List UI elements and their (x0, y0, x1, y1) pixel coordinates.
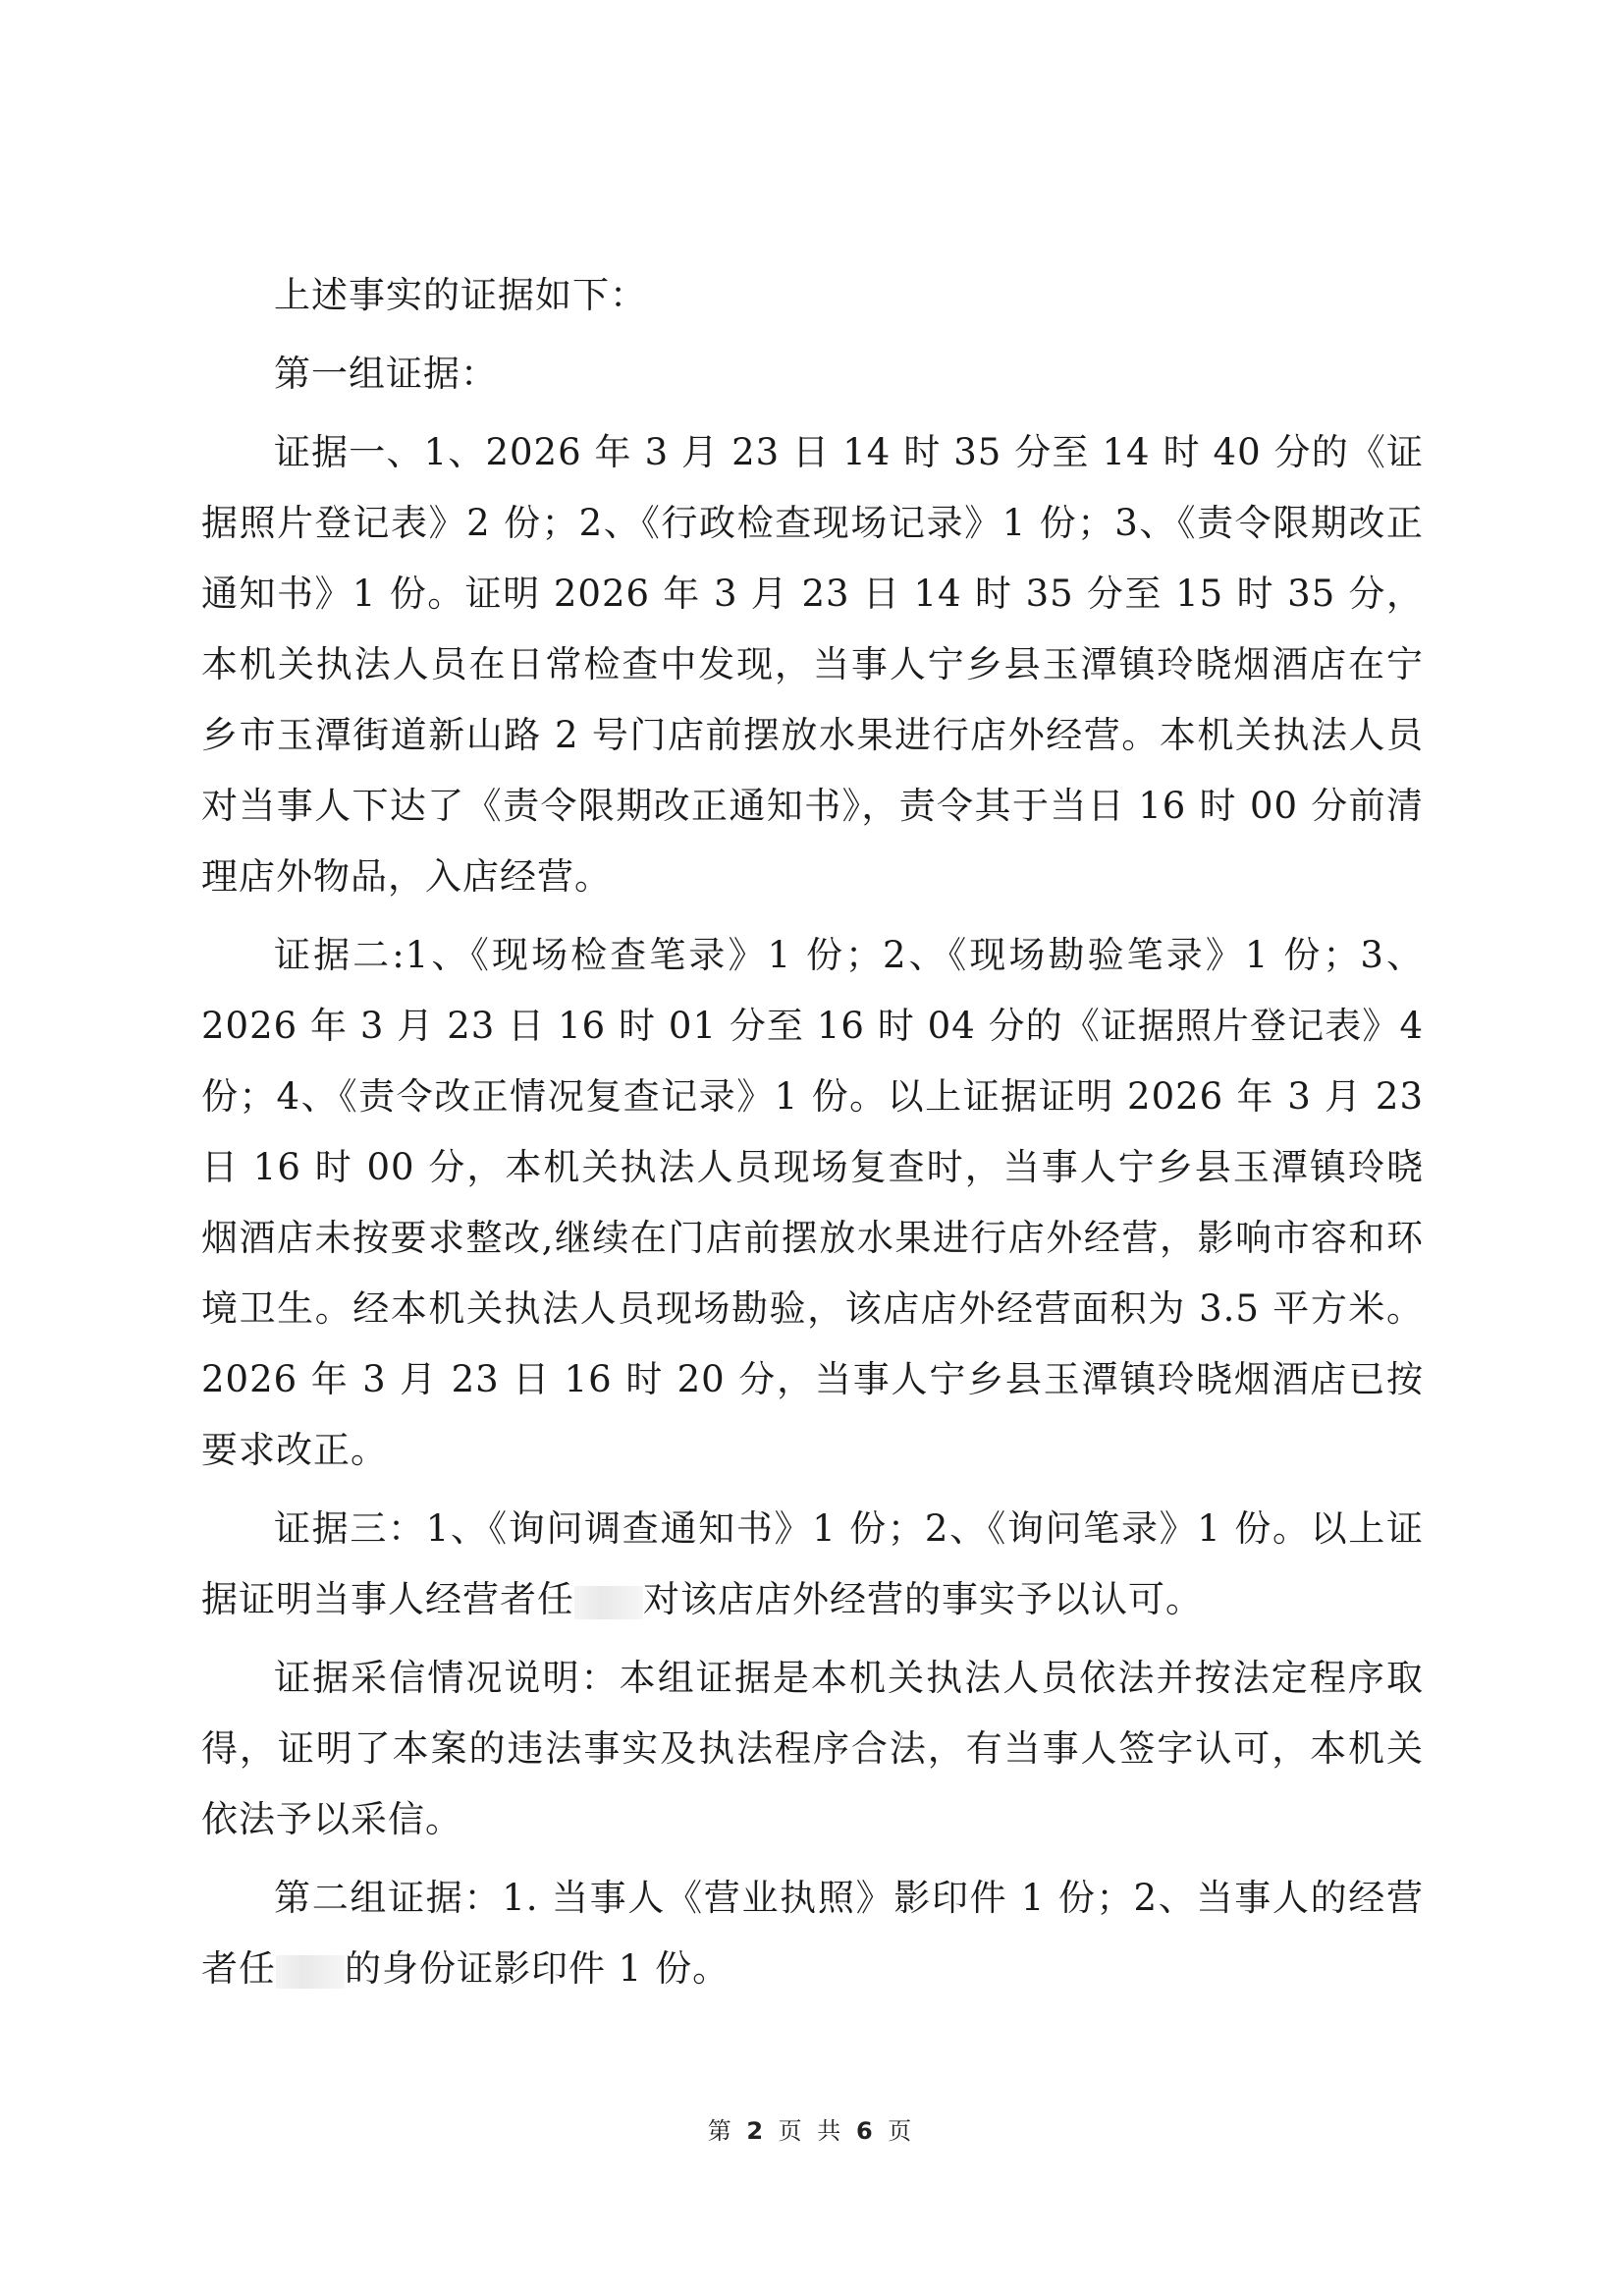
evidence-3 (201, 1494, 1424, 1635)
document-body (201, 260, 1424, 2004)
group2-text-b: 的身份证影印件 1 份。 (345, 1947, 730, 1990)
adoption-note: 证据采信情况说明：本组证据是本机关执法人员依法并按法定程序取得，证明了本案的违法事实及执法程序合法，有当事人签字认可，本机关依法予以采信。 (201, 1657, 1424, 1840)
page-footer (0, 2111, 1623, 2146)
evidence-2: 证据二:1、《现场检查笔录》1 份；2、《现场勘验笔录》1 份；3、2026 年 3 月 23 日 16 时 01 分至 16 时 04 分的《证据照片登记表》4 份；4、《责令改正情况复查记录》1 份。以上证据证明 2026 年 3 月 23 日 16 时 00 分，本机关执法人员现场复查时，当事人宁乡县玉潭镇玲晓烟酒店未按要求整改,继续在门店前摆放水果进行店外经营，影响市容和环境卫生。经本机关执法人员现场勘验，该店店外经营面积为 3.5 平方米。2026 年 3 月 23 日 16 时 20 分，当事人宁乡县玉潭镇玲晓烟酒店已按要求改正。 (201, 934, 1424, 1471)
current-page-number: 2 (746, 2117, 768, 2145)
group2-text-a: 第二组证据：1. 当事人《营业执照》影印件 1 份；2、当事人的经营者任 (201, 1877, 1424, 1990)
group1-heading: 第一组证据： (274, 353, 498, 395)
footer-middle: 页 共 (778, 2117, 845, 2145)
footer-prefix: 第 (707, 2117, 735, 2145)
evidence-intro: 上述事实的证据如下： (274, 274, 647, 316)
redaction-mark (574, 1586, 643, 1619)
evidence-3-text-b: 对该店店外经营的事实予以认可。 (643, 1578, 1203, 1620)
evidence-1: 证据一、1、2026 年 3 月 23 日 14 时 35 分至 14 时 40 分的《证据照片登记表》2 份；2、《行政检查现场记录》1 份；3、《责令限期改正通知书》1 份。证明 2026 年 3 月 23 日 14 时 35 分至 15 时 35 分，本机关执法人员在日常检查中发现，当事人宁乡县玉潭镇玲晓烟酒店在宁乡市玉潭街道新山路 2 号门店前摆放水果进行店外经营。本机关执法人员对当事人下达了《责令限期改正通知书》，责令其于当日 16 时 00 分前清理店外物品，入店经营。 (201, 431, 1424, 898)
footer-suffix: 页 (888, 2117, 916, 2145)
redaction-mark (276, 1955, 345, 1989)
group2-evidence (201, 1863, 1424, 2004)
evidence-3-text-a: 证据三：1、《询问调查通知书》1 份；2、《询问笔录》1 份。以上证据证明当事人经营者任 (201, 1507, 1424, 1620)
total-page-count: 6 (855, 2117, 877, 2145)
